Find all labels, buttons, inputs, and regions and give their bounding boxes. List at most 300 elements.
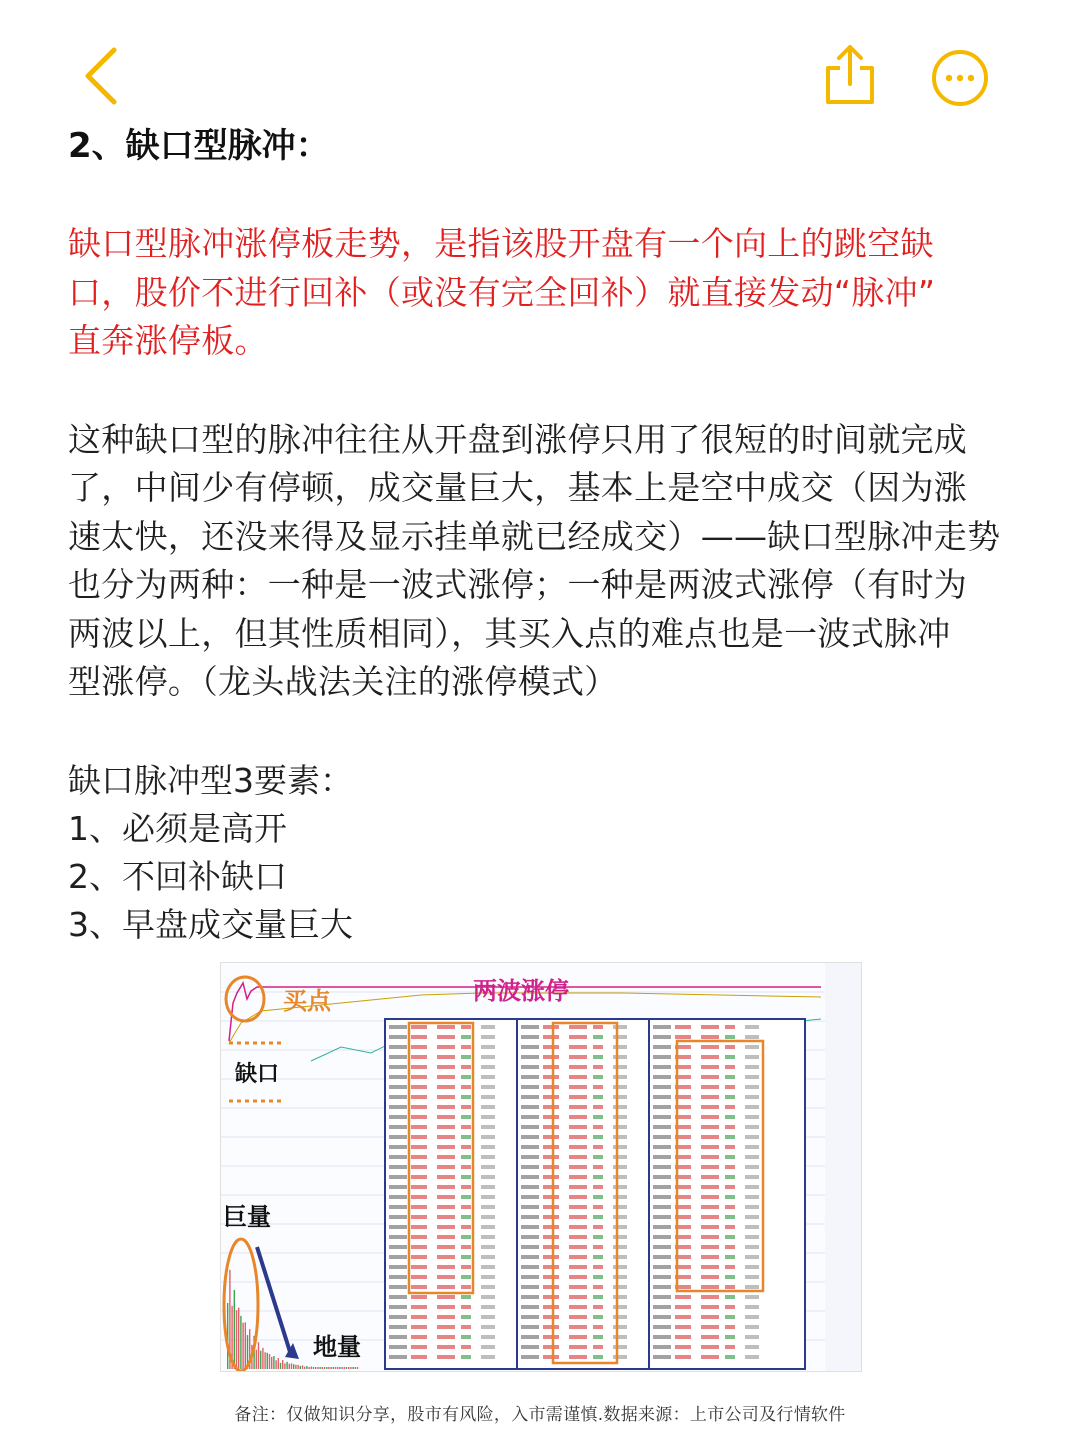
tick-cell [653,1135,671,1139]
tick-cell [389,1305,407,1309]
tick-cell [521,1075,539,1079]
tick-cell [411,1345,427,1349]
tick-cell [389,1215,407,1219]
tick-cell [389,1325,407,1329]
volume-bar [289,1364,290,1369]
tick-cell [653,1155,671,1159]
tick-cell [461,1255,471,1259]
tick-cell [701,1175,719,1179]
tick-cell [481,1125,495,1129]
tick-cell [653,1175,671,1179]
tick-cell [481,1305,495,1309]
volume-bar [262,1348,263,1369]
tick-cell [543,1155,559,1159]
volume-bar [300,1366,301,1369]
tick-cell [613,1205,627,1209]
tick-cell [593,1235,603,1239]
tick-cell [613,1095,627,1099]
tick-cell [461,1195,471,1199]
tick-cell [521,1205,539,1209]
tick-cell [653,1145,671,1149]
more-button[interactable] [930,48,990,108]
tick-cell [725,1035,735,1039]
list-item: 1、必须是高开 [68,808,287,848]
tick-cell [569,1155,587,1159]
volume-bar [267,1353,268,1369]
tick-cell [389,1275,407,1279]
tick-cell [461,1335,471,1339]
explanation-line-4: 也分为两种：一种是一波式涨停；一种是两波式涨停（有时为 [68,565,968,604]
tick-cell [389,1335,407,1339]
tick-cell [481,1035,495,1039]
tick-cell [569,1255,587,1259]
tick-cell [613,1035,627,1039]
tick-cell [725,1075,735,1079]
tick-cell [389,1085,407,1089]
explanation-line-3: 速太快，还没来得及显示挂单就已经成交）——缺口型脉冲走势 [68,516,1001,556]
tick-cell [593,1305,603,1309]
volume-bar [304,1367,305,1369]
volume-bar [271,1357,272,1369]
tick-cell [701,1035,719,1039]
tick-cell [437,1255,455,1259]
tick-cell [701,1075,719,1079]
tick-cell [745,1215,759,1219]
tick-cell [675,1355,691,1359]
tick-cell [521,1105,539,1109]
tick-cell [481,1055,495,1059]
volume-bar [306,1366,307,1369]
tick-cell [461,1225,471,1229]
tick-cell [593,1315,603,1319]
tick-cell [613,1155,627,1159]
volume-bar [344,1367,345,1369]
tick-cell [389,1255,407,1259]
tick-cell [725,1185,735,1189]
tick-cell [411,1295,427,1299]
tick-cell [521,1215,539,1219]
tick-cell [569,1125,587,1129]
tick-cell [543,1055,559,1059]
tick-cell [437,1055,455,1059]
tick-cell [461,1055,471,1059]
tick-cell [593,1095,603,1099]
tick-cell [461,1325,471,1329]
tick-cell [613,1265,627,1269]
tick-cell [701,1085,719,1089]
gap-label: 缺口 [235,1061,280,1086]
volume-bar [260,1351,261,1369]
volume-bar [245,1322,246,1369]
tick-cell [461,1135,471,1139]
tick-cell [701,1335,719,1339]
tick-cell [389,1345,407,1349]
tick-cell [461,1355,471,1359]
tick-cell [613,1225,627,1229]
tick-cell [437,1295,455,1299]
tick-cell [701,1255,719,1259]
volume-bar [240,1316,241,1369]
tick-cell [481,1085,495,1089]
definition-line-3: 直奔涨停板。 [68,321,268,360]
explanation-line-6: 型涨停。（龙头战法关注的涨停模式） [68,662,618,701]
tick-cell [481,1185,495,1189]
stock-chart-illustration [221,963,861,1371]
tick-cell [389,1115,407,1119]
tick-cell [675,1295,691,1299]
tick-cell [593,1355,603,1359]
tick-cell [745,1315,759,1319]
tick-cell [543,1165,559,1169]
tick-cell [389,1045,407,1049]
tick-cell [481,1315,495,1319]
tick-cell [437,1205,455,1209]
explanation-line-1: 这种缺口型的脉冲往往从开盘到涨停只用了很短的时间就完成 [68,419,968,459]
tick-cell [543,1345,559,1349]
tick-cell [411,1155,427,1159]
tick-cell [521,1175,539,1179]
tick-cell [543,1135,559,1139]
volume-bar [308,1367,309,1369]
tick-cell [745,1295,759,1299]
tick-cell [389,1265,407,1269]
tick-cell [613,1335,627,1339]
tick-cell [543,1065,559,1069]
tick-cell [521,1195,539,1199]
tick-cell [569,1225,587,1229]
tick-cell [613,1295,627,1299]
tick-cell [437,1315,455,1319]
tick-cell [745,1125,759,1129]
tick-cell [569,1045,587,1049]
tick-cell [437,1175,455,1179]
tick-cell [411,1115,427,1119]
tick-cell [613,1055,627,1059]
tick-cell [653,1215,671,1219]
tick-cell [725,1355,735,1359]
volume-bar [319,1367,320,1369]
tick-cell [725,1345,735,1349]
right-axis-strip [825,963,861,1371]
tick-cell [745,1135,759,1139]
volume-bar [282,1360,283,1369]
tick-cell [411,1075,427,1079]
tick-cell [569,1025,587,1029]
tick-cell [569,1145,587,1149]
tick-cell [521,1255,539,1259]
tick-cell [461,1185,471,1189]
tick-cell [701,1025,719,1029]
tick-cell [521,1055,539,1059]
tick-cell [613,1085,627,1089]
tick-cell [745,1055,759,1059]
tick-cell [593,1125,603,1129]
tick-cell [461,1175,471,1179]
low-volume-label: 地量 [313,1335,361,1361]
tick-cell [569,1175,587,1179]
tick-cell [745,1045,759,1049]
tick-cell [701,1215,719,1219]
tick-cell [745,1275,759,1279]
tick-cell [411,1215,427,1219]
tick-cell [725,1115,735,1119]
tick-cell [411,1265,427,1269]
tick-cell [725,1335,735,1339]
volume-bar [352,1367,353,1369]
tick-cell [481,1215,495,1219]
tick-cell [725,1235,735,1239]
tick-cell [569,1245,587,1249]
tick-cell [725,1145,735,1149]
tick-cell [411,1195,427,1199]
tick-cell [437,1345,455,1349]
tick-cell [521,1095,539,1099]
tick-cell [701,1095,719,1099]
tick-cell [675,1345,691,1349]
tick-cell [613,1185,627,1189]
tick-cell [461,1085,471,1089]
tick-cell [569,1065,587,1069]
tick-cell [521,1145,539,1149]
tick-cell [411,1045,427,1049]
tick-cell [521,1025,539,1029]
tick-cell [701,1305,719,1309]
tick-cell [613,1145,627,1149]
tick-cell [593,1295,603,1299]
volume-bar [258,1342,259,1369]
tick-cell [593,1065,603,1069]
volume-bar [324,1367,325,1369]
tick-cell [593,1035,603,1039]
tick-cell [389,1155,407,1159]
tick-cell [569,1185,587,1189]
tick-cell [653,1115,671,1119]
tick-cell [593,1345,603,1349]
tick-cell [653,1225,671,1229]
tick-cell [745,1305,759,1309]
tick-cell [543,1195,559,1199]
tick-cell [481,1245,495,1249]
definition-line-2: 口，股价不进行回补（或没有完全回补）就直接发动“脉冲” [68,272,936,312]
tick-cell [701,1345,719,1349]
tick-cell [653,1165,671,1169]
tick-cell [411,1315,427,1319]
section-heading: 2、缺口型脉冲： [68,126,330,166]
tick-cell [593,1055,603,1059]
tick-cell [437,1105,455,1109]
tick-cell [437,1185,455,1189]
tick-cell [745,1255,759,1259]
tick-cell [613,1135,627,1139]
tick-cell [543,1245,559,1249]
tick-cell [389,1145,407,1149]
volume-bar [242,1323,243,1369]
tick-cell [593,1025,603,1029]
tick-cell [701,1355,719,1359]
tick-cell [593,1165,603,1169]
volume-bar [234,1290,235,1369]
tick-cell [521,1085,539,1089]
share-icon [820,42,880,108]
tick-cell [521,1035,539,1039]
tick-cell [521,1185,539,1189]
tick-cell [389,1175,407,1179]
tick-cell [569,1305,587,1309]
tick-cell [613,1075,627,1079]
tick-cell [593,1105,603,1109]
tick-cell [653,1315,671,1319]
tick-cell [543,1115,559,1119]
tick-cell [521,1225,539,1229]
tick-cell [481,1275,495,1279]
volume-bar [337,1367,338,1369]
tick-cell [745,1185,759,1189]
tick-cell [543,1255,559,1259]
volume-bar [333,1367,334,1369]
tick-cell [701,1315,719,1319]
tick-cell [481,1205,495,1209]
volume-bar [280,1363,281,1369]
tick-cell [461,1095,471,1099]
tick-cell [675,1305,691,1309]
tick-cell [725,1135,735,1139]
tick-cell [613,1215,627,1219]
tick-cell [437,1195,455,1199]
tick-cell [437,1265,455,1269]
volume-bar [256,1350,257,1369]
tick-cell [389,1035,407,1039]
tick-cell [481,1235,495,1239]
tick-cell [745,1075,759,1079]
tick-cell [653,1245,671,1249]
tick-cell [653,1035,671,1039]
tick-cell [481,1065,495,1069]
tick-cell [543,1045,559,1049]
tick-cell [437,1095,455,1099]
volume-bar [335,1367,336,1369]
tick-cell [653,1355,671,1359]
tick-cell [461,1065,471,1069]
tick-cell [389,1075,407,1079]
tick-cell [613,1235,627,1239]
tick-cell [411,1095,427,1099]
tick-cell [653,1265,671,1269]
tick-cell [745,1355,759,1359]
tick-cell [653,1325,671,1329]
volume-bar [350,1367,351,1369]
volume-bar [317,1367,318,1369]
tick-cell [593,1145,603,1149]
tick-cell [521,1165,539,1169]
tick-cell [653,1105,671,1109]
tick-cell [569,1295,587,1299]
tick-cell [613,1045,627,1049]
tick-cell [745,1235,759,1239]
volume-bar [293,1364,294,1369]
volume-bar [286,1362,287,1369]
tick-cell [701,1225,719,1229]
tick-cell [745,1245,759,1249]
tick-cell [543,1125,559,1129]
tick-cell [481,1355,495,1359]
volume-bar [315,1367,316,1369]
tick-cell [481,1105,495,1109]
tick-cell [543,1105,559,1109]
tick-cell [411,1225,427,1229]
tick-cell [411,1105,427,1109]
tick-cell [437,1035,455,1039]
tick-cell [521,1275,539,1279]
tick-cell [437,1335,455,1339]
tick-cell [389,1235,407,1239]
volume-bar [341,1367,342,1369]
tick-cell [745,1085,759,1089]
back-button[interactable] [74,44,134,108]
tick-cell [653,1305,671,1309]
tick-cell [411,1145,427,1149]
tick-cell [701,1145,719,1149]
tick-cell [569,1325,587,1329]
tick-cell [389,1315,407,1319]
tick-cell [725,1275,735,1279]
tick-cell [437,1065,455,1069]
tick-cell [675,1025,691,1029]
tick-cell [461,1115,471,1119]
tick-cell [437,1225,455,1229]
tick-cell [411,1285,427,1289]
tick-cell [437,1165,455,1169]
volume-bar [322,1367,323,1369]
tick-cell [569,1265,587,1269]
tick-cell [481,1265,495,1269]
tick-cell [653,1055,671,1059]
tick-cell [481,1225,495,1229]
tick-cell [481,1095,495,1099]
tick-cell [613,1355,627,1359]
tick-cell [653,1195,671,1199]
tick-cell [725,1315,735,1319]
volume-bar [302,1365,303,1369]
share-button[interactable] [820,42,880,108]
tick-cell [569,1095,587,1099]
tick-cell [437,1115,455,1119]
tick-cell [653,1345,671,1349]
tick-cell [521,1335,539,1339]
volume-bar [278,1358,279,1369]
tick-cell [613,1325,627,1329]
tick-cell [745,1175,759,1179]
tick-cell [481,1335,495,1339]
tick-cell [701,1055,719,1059]
tick-cell [461,1145,471,1149]
volume-bar [269,1354,270,1369]
tick-cell [593,1085,603,1089]
tick-cell [461,1315,471,1319]
volume-bar [264,1352,265,1369]
tick-cell [745,1195,759,1199]
tick-cell [675,1325,691,1329]
tick-cell [701,1275,719,1279]
tick-cell [701,1195,719,1199]
tick-cell [745,1265,759,1269]
footnote: 备注：仅做知识分享，股市有风险，入市需谨慎.数据来源：上市公司及行情软件 [234,1405,846,1425]
tick-cell [543,1355,559,1359]
tick-cell [461,1105,471,1109]
tick-cell [543,1325,559,1329]
tick-cell [543,1185,559,1189]
tick-cell [725,1105,735,1109]
tick-cell [481,1325,495,1329]
